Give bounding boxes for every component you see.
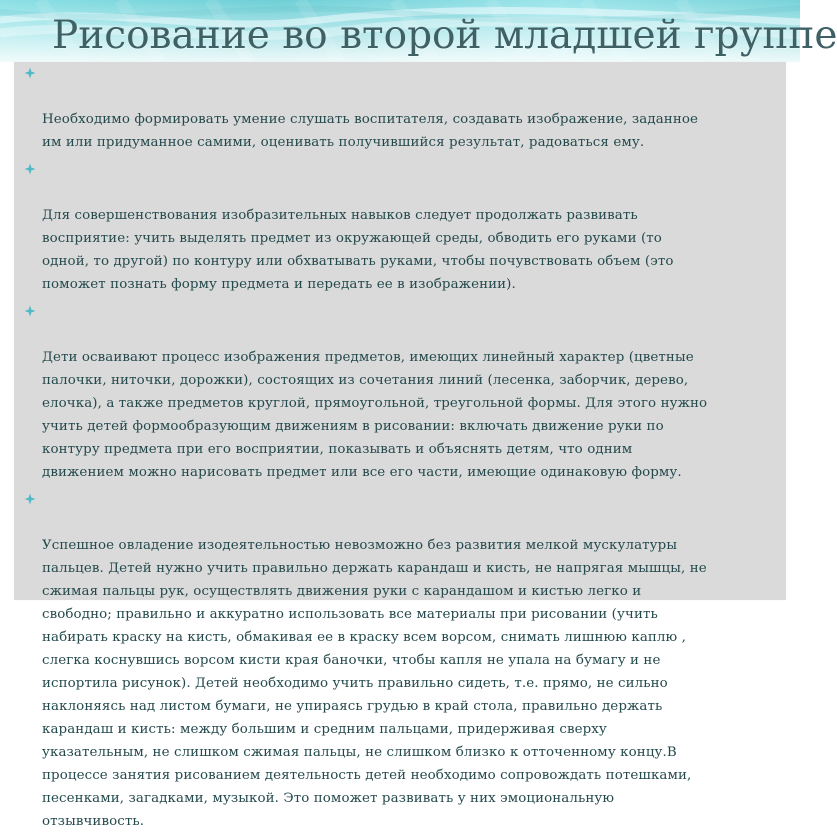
bullet-icon (24, 67, 36, 79)
paragraph-text: Успешное овладение изодеятельностью невозможно без развития мелкой мускулатуры пальцев. Детей нужно учить правильно держать карандаш и кисть, не напрягая мышцы, не сжимая пальцы рук, осуществлять движения руки с карандашом и кистью легко и свободно; правильно и аккуратно использовать все материалы при рисовании (учить набирать краску на кисть, обмакивая ее в краску всем ворсом, снимать лишнюю каплю , слегка коснувшись ворсом кисти края баночки, чтобы капля не упала на бумагу и не испортила рисунок). Детей необходимо учить правильно сидеть, т.е. прямо, не сильно наклоняясь над листом бумаги, не упираясь грудью в край стола, правильно держать карандаш и кисть: между большим и средним пальцами, придерживая сверху указательным, не слишком сжимая пальцы, не слишком близко к отточенному концу.В процессе занятия рисованием деятельность детей необходимо сопровождать потешками, песенками, загадками, музыкой. Это поможет развивать у них эмоциональную отзывчивость. (42, 538, 707, 829)
bullet-icon (24, 493, 36, 505)
bullet-list (24, 62, 784, 837)
slide-title: Рисование во второй младшей группе (52, 13, 837, 58)
bullet-icon (24, 163, 36, 175)
paragraph-text: Дети осваивают процесс изображения предметов, имеющих линейный характер (цветные палочки, ниточки, дорожки), состоящих из сочетания линий (лесенка, заборчик, дерево, елочка), а также предметов круглой, прямоугольной, треугольной формы. Для этого нужно учить детей формообразующим движениям в рисовании: включать движение руки по контуру предмета при его восприятии, показывать и объяснять детям, что одним движением можно нарисовать предмет или все его части, имеющие одинаковую форму. (42, 350, 708, 480)
list-item (24, 488, 784, 833)
paragraph-text: Необходимо формировать умение слушать воспитателя, создавать изображение, заданное им или придуманное самими, оценивать получившийся результат, радоваться ему. (42, 112, 699, 150)
list-item (24, 62, 784, 154)
list-item (24, 300, 784, 484)
paragraph-text: Для совершенствования изобразительных навыков следует продолжать развивать восприятие: учить выделять предмет из окружающей среды, обводить его руками (то одной, то другой) по контуру или обхватывать руками, чтобы почувствовать объем (это поможет познать форму предмета и передать ее в изображении). (42, 208, 674, 292)
list-item (24, 158, 784, 296)
bullet-icon (24, 305, 36, 317)
